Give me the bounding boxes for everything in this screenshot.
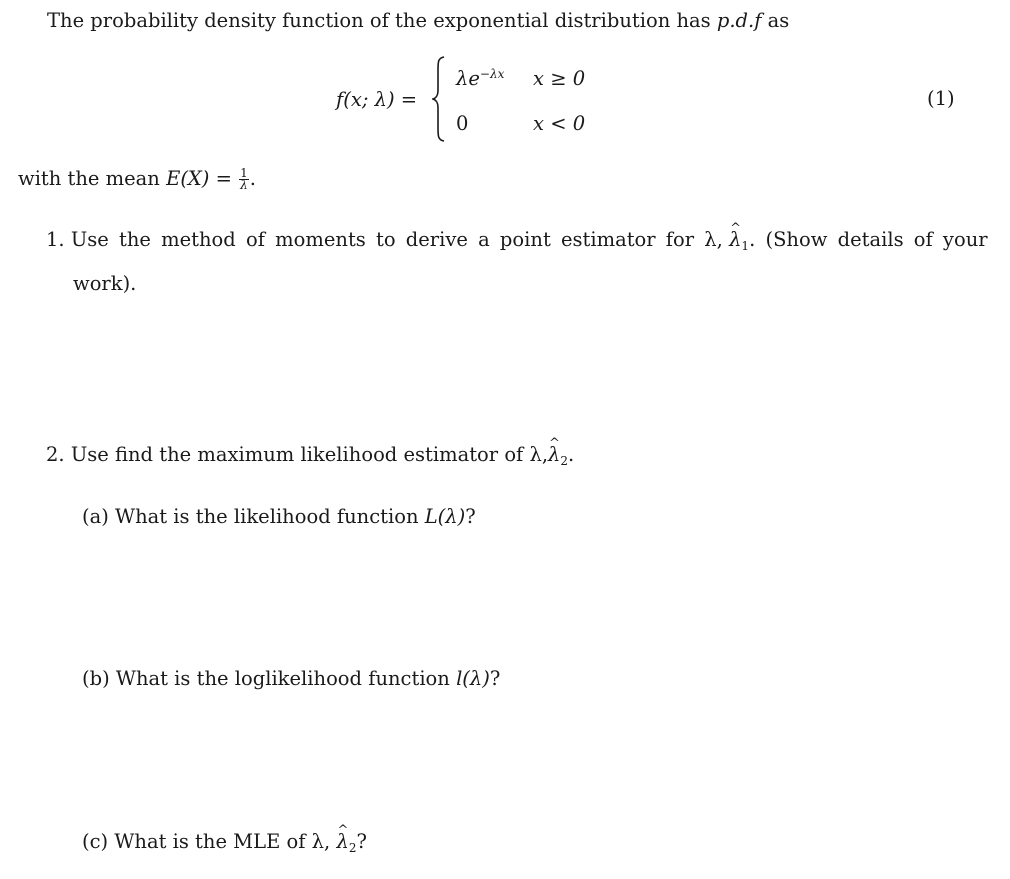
mean-sentence (18, 167, 256, 191)
likelihood-function: L(λ) (424, 505, 466, 528)
lambda-hat-2c-symbol: λ (336, 830, 349, 853)
question-2c-text: What is the MLE of λ, (114, 830, 331, 853)
fraction-denominator: λ (240, 178, 248, 192)
question-2c-label: (c) (82, 830, 109, 853)
mean-fraction (239, 168, 249, 191)
question-1-number: 1. (46, 228, 65, 251)
intro-sentence (47, 9, 789, 33)
case2-condition: x < 0 (533, 112, 586, 135)
question-2a-text: What is the likelihood function (115, 505, 425, 528)
mean-end: . (249, 167, 256, 190)
question-2-text: Use find the maximum likelihood estimator of λ, (70, 443, 549, 466)
question-2b-end: ? (489, 667, 501, 690)
lambda-hat-1 (729, 228, 741, 252)
fraction-numerator: 1 (240, 166, 248, 180)
case1-base: λe (456, 67, 480, 90)
question-1-text: Use the method of moments to derive a point estimator for λ, (70, 228, 723, 251)
equation-lhs: f(x; λ) = (336, 88, 418, 111)
lambda-hat-2-symbol: λ (548, 443, 561, 466)
case1-exponent: −λx (479, 67, 505, 81)
lambda-hat-2c (336, 830, 348, 854)
question-2a-label: (a) (82, 505, 109, 528)
question-2-number: 2. (46, 443, 65, 466)
question-1-line-2: work). (73, 272, 137, 295)
lambda-hat-1-subscript: 1 (741, 239, 750, 253)
case1-condition: x ≥ 0 (533, 67, 586, 90)
pdf-label: p.d.f (716, 9, 762, 32)
case2-value: 0 (456, 112, 469, 135)
question-1-end: . (Show details of your (749, 228, 988, 251)
question-2 (46, 443, 574, 467)
question-2a (82, 505, 476, 529)
loglikelihood-function: l(λ) (456, 667, 490, 690)
lambda-hat-2c-subscript: 2 (348, 841, 357, 855)
question-2c (82, 830, 367, 854)
question-1-line-1 (46, 228, 988, 252)
question-2a-end: ? (465, 505, 476, 528)
question-2c-end: ? (356, 830, 367, 853)
intro-text: The probability density function of the exponential distribution has (47, 9, 717, 32)
question-2b-label: (b) (82, 667, 110, 690)
mean-text: with the mean (18, 167, 167, 190)
question-2b-text: What is the loglikelihood function (115, 667, 457, 690)
mean-expression: E(X) = (166, 167, 239, 190)
question-2b (82, 667, 500, 691)
intro-suffix: as (761, 9, 790, 32)
lambda-hat-1-symbol: λ (729, 228, 742, 251)
equation-number: (1) (927, 87, 955, 110)
lambda-hat-2-subscript: 2 (560, 454, 569, 468)
left-brace (432, 56, 446, 142)
case1-value (456, 67, 504, 91)
question-2-end: . (568, 443, 575, 466)
lambda-hat-2 (548, 443, 560, 467)
